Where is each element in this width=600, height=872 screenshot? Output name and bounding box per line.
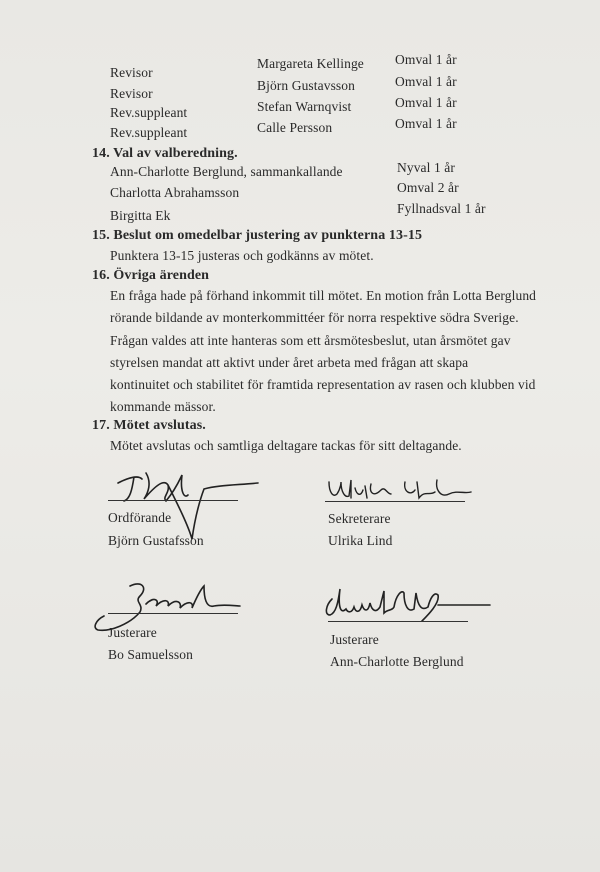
auditor-name: Calle Persson bbox=[257, 120, 333, 135]
committee-member-name: Charlotta Abrahamsson bbox=[110, 185, 240, 200]
signature-name: Ulrika Lind bbox=[328, 533, 393, 548]
section-16-line: Frågan valdes att inte hanteras som ett årsmötesbeslut, utan årsmötet gav bbox=[110, 333, 511, 348]
section-16-line: kontinuitet och stabilitet för framtida representation av rasen och klubben vid bbox=[110, 377, 536, 392]
auditor-role: Rev.suppleant bbox=[110, 125, 188, 140]
committee-member-name: Birgitta Ek bbox=[110, 208, 171, 223]
signature-name: Bo Samuelsson bbox=[108, 647, 193, 662]
committee-member-term: Omval 2 år bbox=[397, 180, 459, 195]
auditor-term: Omval 1 år bbox=[395, 74, 457, 89]
signature-name: Ann-Charlotte Berglund bbox=[330, 654, 464, 669]
signature-line bbox=[328, 621, 468, 622]
section-16-heading: 16. Övriga ärenden bbox=[92, 268, 210, 283]
signature-role: Sekreterare bbox=[328, 511, 391, 526]
signature-line bbox=[108, 500, 238, 501]
section-15-heading: 15. Beslut om omedelbar justering av punkterna 13-15 bbox=[92, 228, 423, 243]
auditor-term: Omval 1 år bbox=[395, 52, 457, 67]
auditor-name: Björn Gustavsson bbox=[257, 78, 355, 93]
section-17-heading: 17. Mötet avslutas. bbox=[92, 418, 206, 433]
signature-role: Ordförande bbox=[108, 510, 172, 525]
committee-member-term: Fyllnadsval 1 år bbox=[397, 201, 486, 216]
auditor-term: Omval 1 år bbox=[395, 116, 457, 131]
committee-member-term: Nyval 1 år bbox=[397, 160, 455, 175]
section-17-text: Mötet avslutas och samtliga deltagare tackas för sitt deltagande. bbox=[110, 438, 462, 453]
signature-name: Björn Gustafsson bbox=[108, 533, 204, 548]
auditor-term: Omval 1 år bbox=[395, 95, 457, 110]
auditor-role: Revisor bbox=[110, 65, 153, 80]
signature-role: Justerare bbox=[108, 625, 157, 640]
auditor-name: Margareta Kellinge bbox=[257, 56, 364, 71]
auditor-role: Rev.suppleant bbox=[110, 105, 188, 120]
committee-member-name: Ann-Charlotte Berglund, sammankallande bbox=[110, 164, 343, 179]
section-16-line: styrelsen mandat att aktivt under året arbeta med frågan att skapa bbox=[110, 355, 469, 370]
handwritten-signature bbox=[318, 585, 493, 630]
section-15-text: Punktera 13-15 justeras och godkänns av mötet. bbox=[110, 248, 374, 263]
section-16-line: kommande mässor. bbox=[110, 399, 216, 414]
auditor-role: Revisor bbox=[110, 86, 153, 101]
signature-line bbox=[325, 501, 465, 502]
section-16-line: En fråga hade på förhand inkommit till mötet. En motion från Lotta Berglund bbox=[110, 288, 537, 303]
signature-role: Justerare bbox=[330, 632, 379, 647]
auditor-name: Stefan Warnqvist bbox=[257, 99, 352, 114]
signature-line bbox=[108, 613, 238, 614]
section-14-heading: 14. Val av valberedning. bbox=[92, 146, 238, 161]
section-16-line: rörande bildande av monterkommittéer för norra respektive södra Sverige. bbox=[110, 310, 519, 325]
